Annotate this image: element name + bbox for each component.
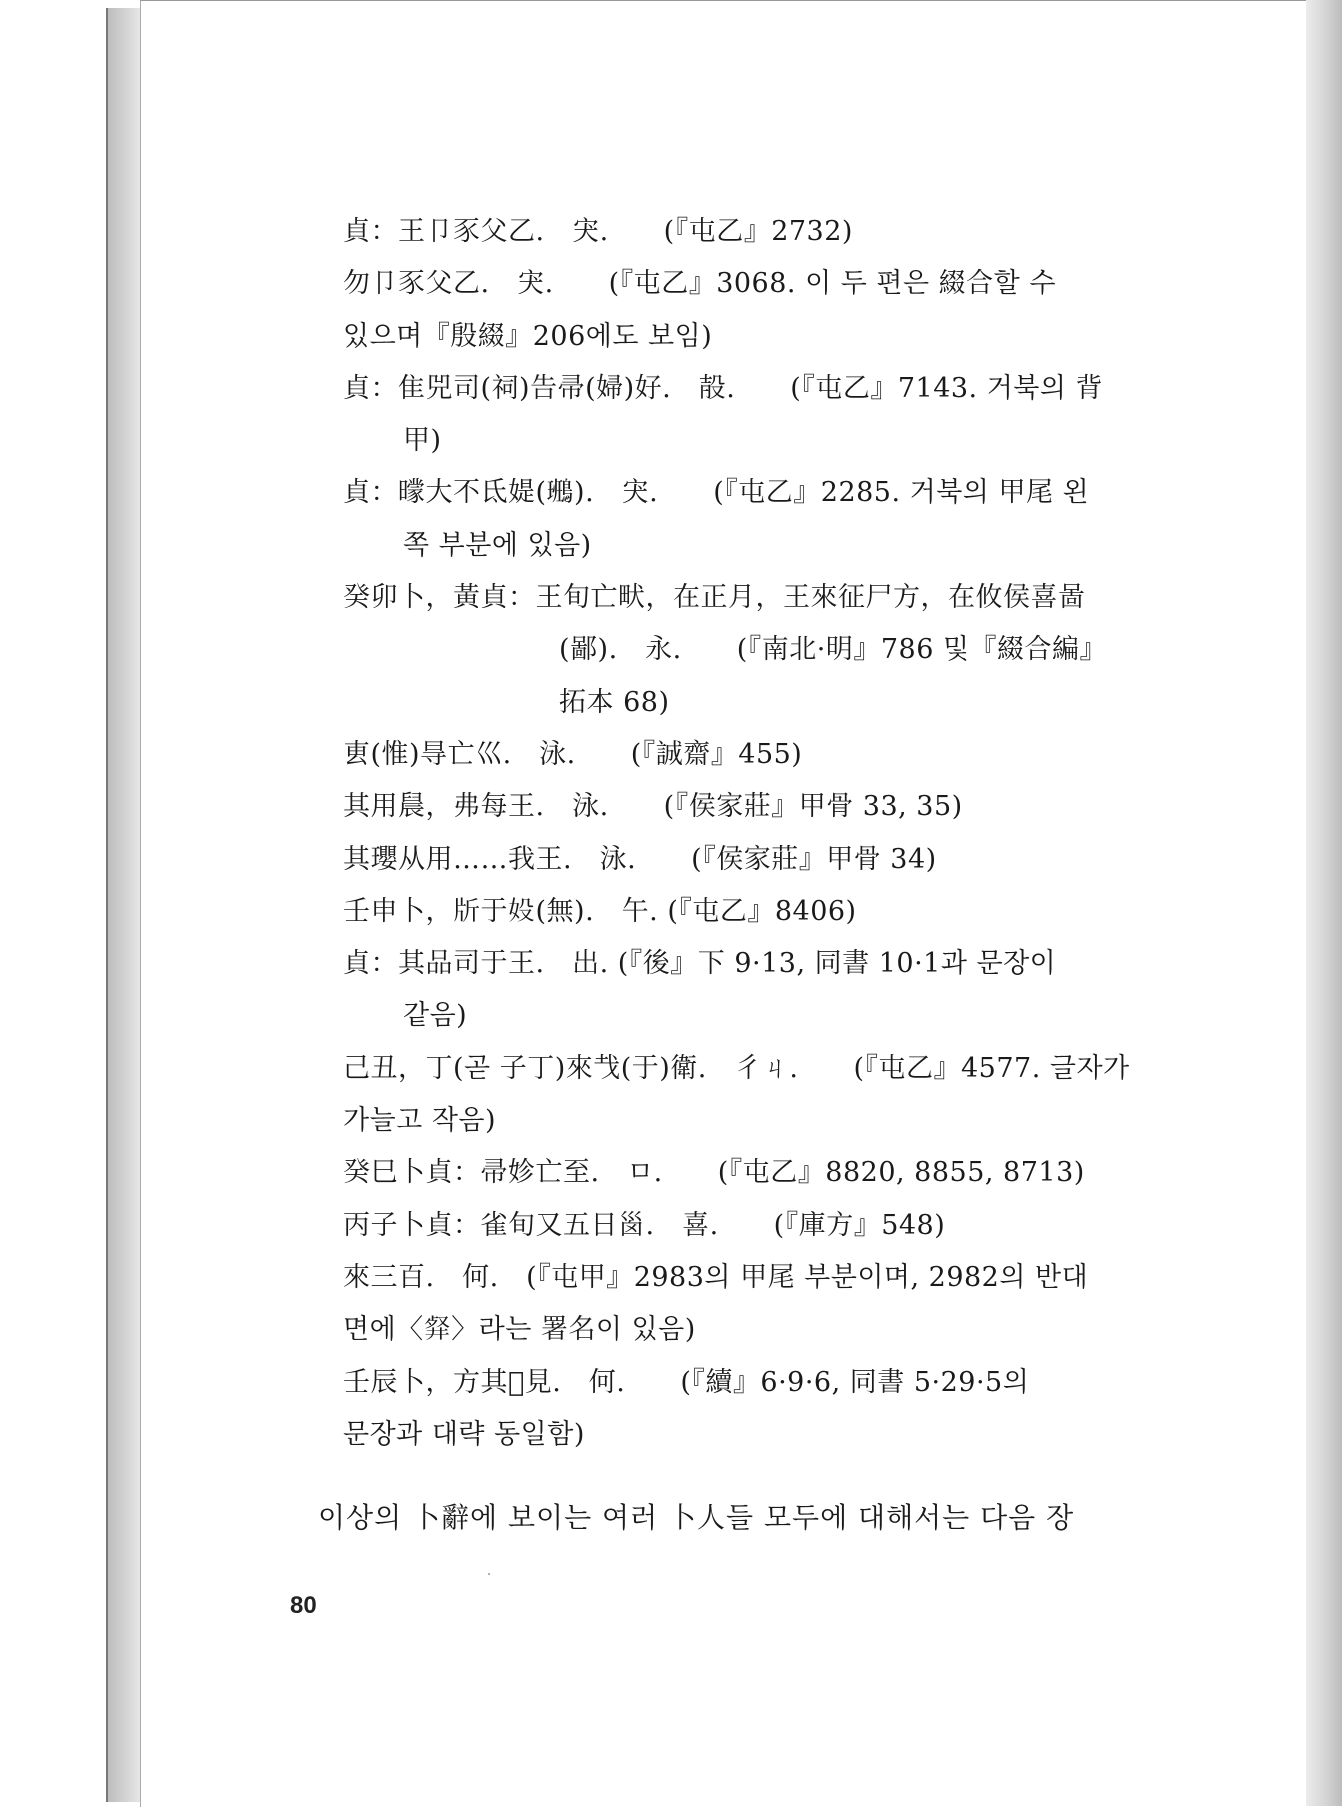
inscription-line: 其用䢅，弗每王. 泳. (『侯家莊』甲骨 33, 35) [343, 791, 963, 823]
inscription-line: 勿卩豕父乙. 宊. (『屯乙』3068. 이 두 편은 綴合할 수 [343, 268, 1056, 300]
inscription-entry [343, 729, 1183, 781]
inscription-entry [343, 467, 1183, 572]
inscription-line: 癸巳卜貞：帚𡛧亡至. ㅁ. (『屯乙』8820, 8855, 8713) [343, 1157, 1085, 1189]
book-page-edges [106, 8, 142, 1802]
inscription-entry [343, 206, 1183, 258]
inscription-line: 貞：王卩豕父乙. 宊. (『屯乙』2732) [343, 216, 853, 247]
inscription-line: 문장과 대략 동일함) [343, 1418, 585, 1450]
inscription-line: 貞：隹兕司(祠)告帚(婦)好. 㱿. (『屯乙』7143. 거북의 背 [343, 372, 1104, 404]
inscription-line: (鄙). 永. (『南北·明』786 및『綴合編』 [559, 634, 1108, 666]
inscription-line: 甲) [403, 425, 442, 457]
inscription-entry [343, 1147, 1183, 1199]
inscription-line: 己丑，丁(곧 子丁)來𢦏(于)衛. 彳ㄐ. (『屯乙』4577. 글자가 [343, 1052, 1130, 1084]
inscription-line: 貞：𣋡大不氐媞(𪄕). 宊. (『屯乙』2285. 거북의 甲尾 왼 [343, 477, 1090, 509]
inscription-line: 있으며『殷綴』206에도 보임) [343, 320, 713, 352]
inscription-entry [343, 834, 1183, 886]
inscription-entry [343, 1043, 1183, 1148]
page-right-edge [1306, 0, 1342, 1806]
inscription-line: 癸卯卜，黃貞：王旬亡畎，在正月，王來征尸方，在攸侯喜啚 [343, 582, 1086, 614]
inscription-line: 丙子卜貞：雀旬又五日𡿺. 喜. (『庫方』548) [343, 1209, 946, 1241]
inscription-line: 면에〈𠭘〉라는 署名이 있음) [343, 1314, 696, 1346]
inscription-line: 쪽 부분에 있음) [403, 529, 592, 561]
inscription-entry [343, 572, 1183, 729]
inscription-line: 가늘고 작음) [343, 1105, 497, 1137]
oracle-inscription-list [343, 206, 1183, 1461]
inscription-line: 拓本 68) [559, 686, 670, 718]
inscription-entry [343, 886, 1183, 938]
inscription-entry [343, 781, 1183, 833]
inscription-line: 壬申卜，𣂔于𡚾(無). 午. (『屯乙』8406) [343, 895, 857, 927]
inscription-line: 貞：其品司于王. 出. (『後』下 9·13, 同書 10·1과 문장이 [343, 948, 1057, 980]
inscription-entry [343, 258, 1183, 363]
inscription-entry [343, 1252, 1183, 1357]
page-speck [488, 1573, 490, 1575]
inscription-entry [343, 1357, 1183, 1462]
inscription-line: 같음) [403, 1000, 468, 1032]
inscription-line: 壬辰卜，方其𦎫見. 何. (『續』6·9·6, 同書 5·29·5의 [343, 1366, 1030, 1398]
inscription-entry [343, 1200, 1183, 1252]
page-number: 80 [290, 1592, 317, 1619]
inscription-line: 其瓔从用……我王. 泳. (『侯家莊』甲骨 34) [343, 843, 937, 875]
inscription-line: 來三百. 何. (『屯甲』2983의 甲尾 부분이며, 2982의 반대 [343, 1261, 1089, 1293]
inscription-entry [343, 938, 1183, 1043]
body-paragraph: 이상의 卜辭에 보이는 여러 卜人들 모두에 대해서는 다음 장 [318, 1501, 1075, 1534]
inscription-entry [343, 363, 1183, 468]
inscription-line: 叀(惟)㝵亡巛. 泳. (『誠齋』455) [343, 738, 803, 770]
